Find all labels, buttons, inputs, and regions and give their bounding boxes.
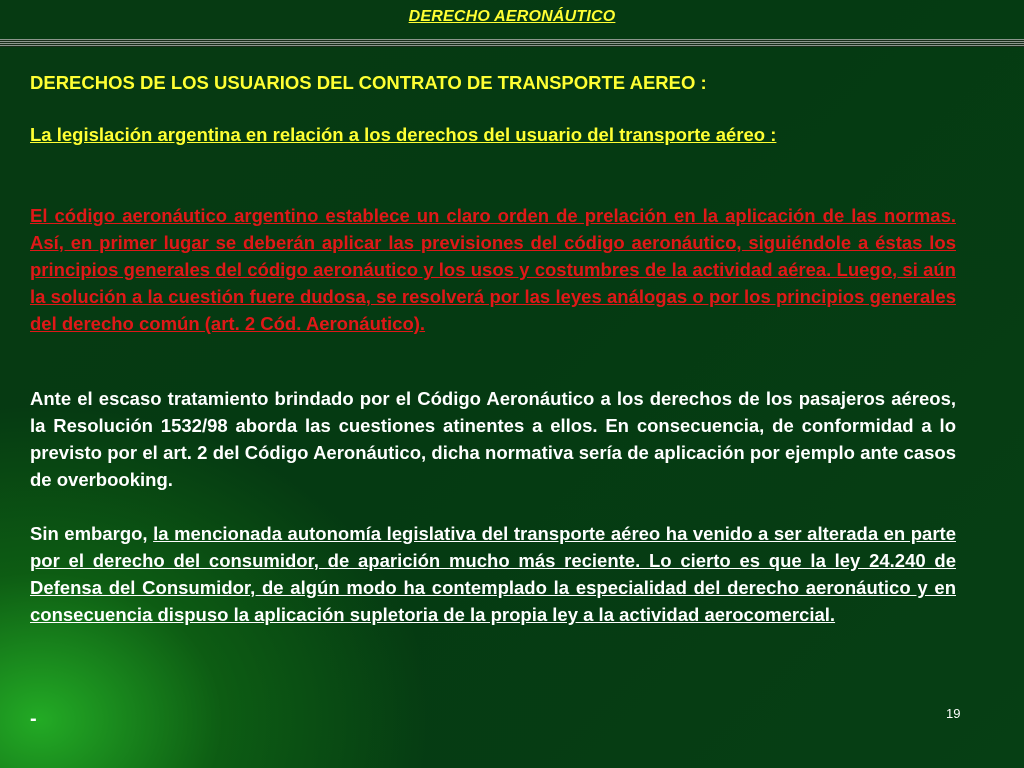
header-title: DERECHO AERONÁUTICO <box>408 8 616 25</box>
section-heading: DERECHOS DE LOS USUARIOS DEL CONTRATO DE TRANSPORTE AEREO : <box>30 72 707 93</box>
header-divider <box>0 39 1024 47</box>
paragraph-prelacion: El código aeronáutico argentino establece un claro orden de prelación en la aplicación de las normas. Así, en primer lugar se deberán aplicar las previsiones del código aeronáutico, siguiéndole a éstas los principios generales del código aeronáutico y los usos y costumbres de la actividad aérea. Luego, si aún la solución a la cuestión fuere dudosa, se resolverá por las leyes análogas o por los principios generales del derecho común (art. 2 Cód. Aeronáutico). <box>30 205 956 334</box>
paragraph-lead-text: Sin embargo, <box>30 523 154 544</box>
paragraph-sin-embargo <box>30 520 956 628</box>
paragraph-resolucion: Ante el escaso tratamiento brindado por el Código Aeronáutico a los derechos de los pasajeros aéreos, la Resolución 1532/98 aborda las cuestiones atinentes a ellos. En consecuencia, de conformidad a lo previsto por el art. 2 del Código Aeronáutico, dicha normativa sería de aplicación por ejemplo ante casos de overbooking. <box>30 388 956 490</box>
slide-number: 19 <box>946 706 961 721</box>
slide-header <box>0 0 1024 40</box>
bullet-dash: - <box>30 708 37 730</box>
paragraph-underlined-text: la mencionada autonomía legislativa del transporte aéreo ha venido a ser alterada en parte por el derecho del consumidor, de aparición mucho más reciente. Lo cierto es que la ley 24.240 de Defensa del Consumidor, de algún modo ha contemplado la especialidad del derecho aeronáutico y en consecuencia dispuso la aplicación supletoria de la propia ley a la actividad aerocomercial. <box>30 523 956 625</box>
section-subheading: La legislación argentina en relación a los derechos del usuario del transporte aéreo : <box>30 124 777 145</box>
slide-content <box>30 70 956 628</box>
